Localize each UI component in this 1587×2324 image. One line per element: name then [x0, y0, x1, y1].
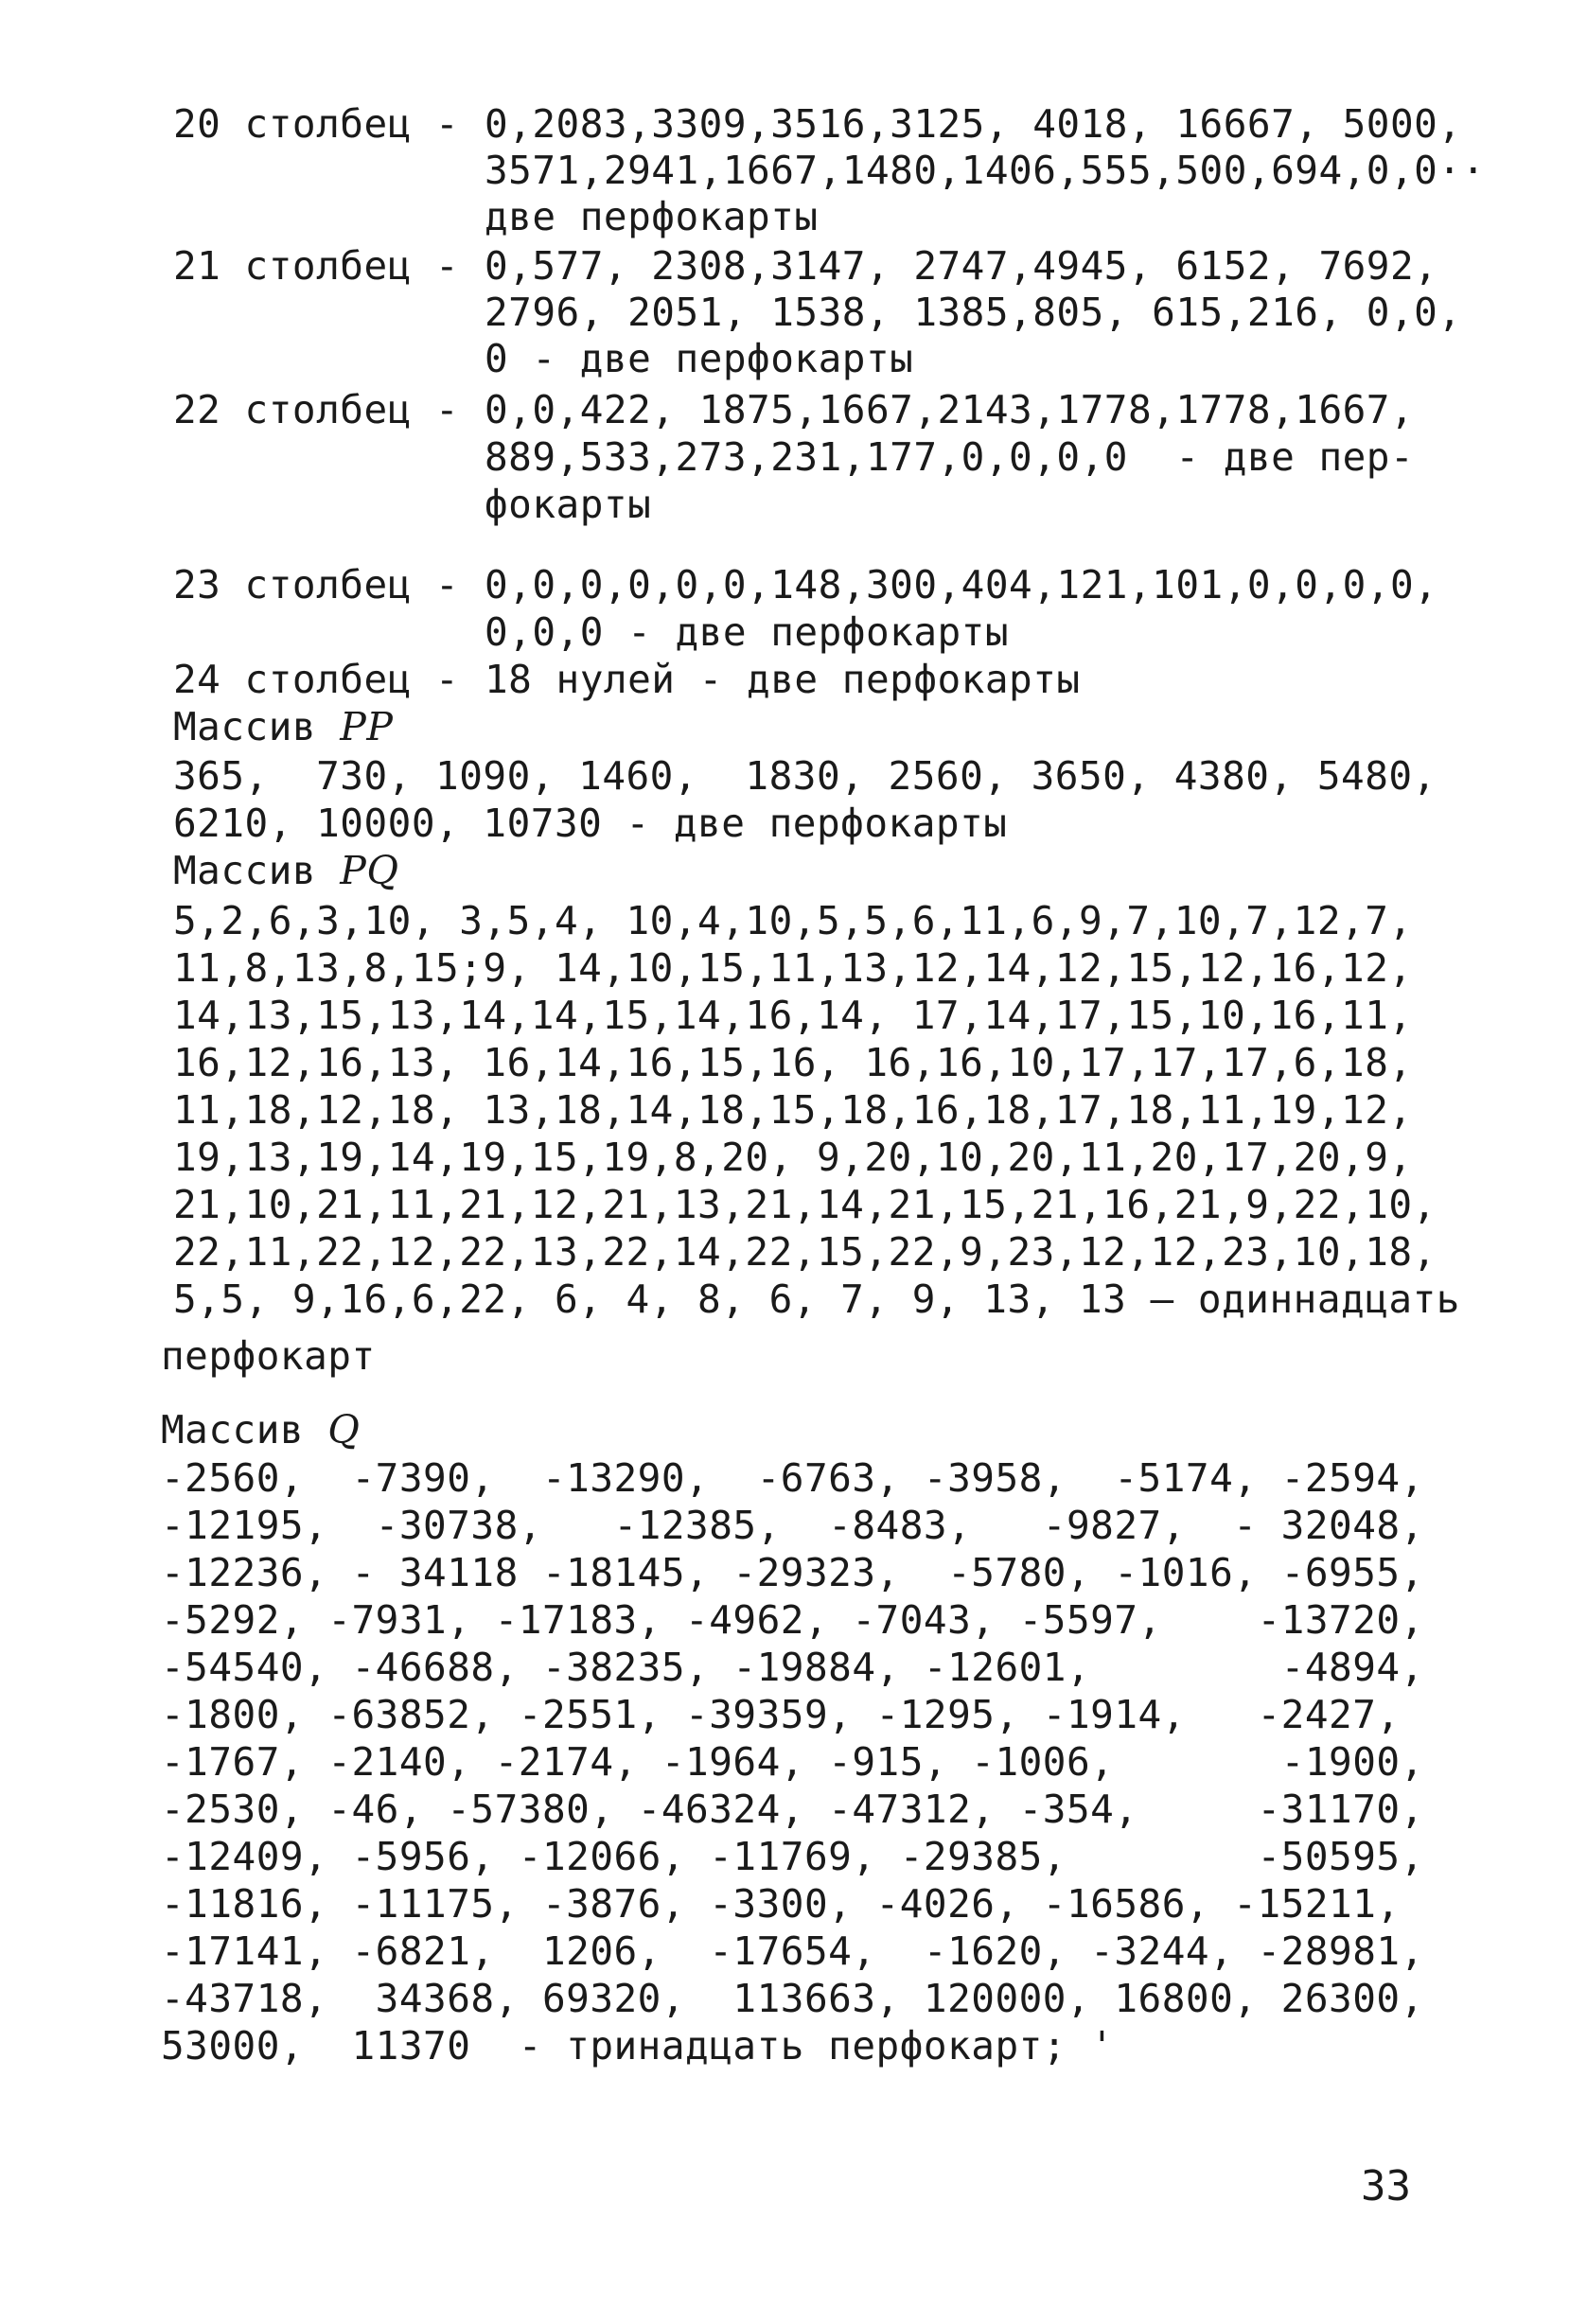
array-q-line-4: -5292, -7931, -17183, -4962, -7043, -5597, -13720,: [161, 1597, 1424, 1643]
array-pq-line-3: 14,13,15,13,14,14,15,14,16,14, 17,14,17,15,10,16,11,: [173, 993, 1413, 1038]
array-q-line-10: -11816, -11175, -3876, -3300, -4026, -16586, -15211,: [161, 1881, 1401, 1927]
column-22-line-1: 0,0,422, 1875,1667,2143,1778,1778,1667,: [485, 387, 1415, 432]
array-q-line-8: -2530, -46, -57380, -46324, -47312, -354, -31170,: [161, 1787, 1424, 1832]
array-pq-line-1: 5,2,6,3,10, 3,5,4, 10,4,10,5,5,6,11,6,9,7,10,7,12,7,: [173, 898, 1413, 943]
array-q-line-9: -12409, -5956, -12066, -11769, -29385, -50595,: [161, 1834, 1424, 1879]
array-pq-line-2: 11,8,13,8,15;9, 14,10,15,11,13,12,14,12,15,12,16,12,: [173, 945, 1413, 991]
array-pq-line-6: 19,13,19,14,19,15,19,8,20, 9,20,10,20,11,20,17,20,9,: [173, 1135, 1413, 1180]
array-pp-heading-word: Массив: [173, 704, 317, 749]
array-pq-line-4: 16,12,16,13, 16,14,16,15,16, 16,16,10,17,17,17,6,18,: [173, 1040, 1413, 1085]
column-23-line-1: 0,0,0,0,0,0,148,300,404,121,101,0,0,0,0,: [485, 562, 1438, 607]
array-q-heading: [161, 1408, 360, 1452]
array-q-line-2: -12195, -30738, -12385, -8483, -9827, - 32048,: [161, 1503, 1424, 1548]
array-pp-heading: [173, 705, 393, 748]
array-pq-line-9: 5,5, 9,16,6,22, 6, 4, 8, 6, 7, 9, 13, 13 — одиннадцать: [173, 1276, 1460, 1322]
column-21-line-1: 0,577, 2308,3147, 2747,4945, 6152, 7692,: [485, 243, 1438, 289]
column-21-line-2: 2796, 2051, 1538, 1385,805, 615,216, 0,0,: [485, 290, 1462, 335]
array-q-heading-word: Массив: [161, 1407, 305, 1452]
array-q-symbol: Q: [327, 1407, 361, 1452]
array-q-line-11: -17141, -6821, 1206, -17654, -1620, -3244, -28981,: [161, 1928, 1424, 1974]
column-21-line-3: 0 - две перфокарты: [485, 336, 914, 381]
column-22-line-2: 889,533,273,231,177,0,0,0,0 - две пер-: [485, 434, 1415, 480]
array-q-line-13: 53000, 11370 - тринадцать перфокарт; ': [161, 2023, 1115, 2069]
array-q-line-7: -1767, -2140, -2174, -1964, -915, -1006, -1900,: [161, 1739, 1424, 1785]
array-pq-line-10: перфокарт: [161, 1333, 376, 1379]
column-20-line-1: 0,2083,3309,3516,3125, 4018, 16667, 5000,: [485, 101, 1462, 147]
array-pp-line-1: 365, 730, 1090, 1460, 1830, 2560, 3650, 4380, 5480,: [173, 753, 1437, 799]
array-pq-line-5: 11,18,12,18, 13,18,14,18,15,18,16,18,17,18,11,19,12,: [173, 1087, 1413, 1133]
array-q-line-3: -12236, - 34118 -18145, -29323, -5780, -1016, -6955,: [161, 1550, 1424, 1595]
column-23-line-2: 0,0,0 - две перфокарты: [485, 609, 1010, 655]
array-q-line-1: -2560, -7390, -13290, -6763, -3958, -5174, -2594,: [161, 1455, 1424, 1501]
array-pp-line-2: 6210, 10000, 10730 - две перфокарты: [173, 801, 1008, 846]
array-pq-symbol: PQ: [340, 848, 399, 893]
column-22-line-3: фокарты: [485, 482, 652, 527]
column-24-label: 24 столбец -: [173, 657, 460, 702]
column-21-label: 21 столбец -: [173, 243, 460, 289]
column-22-label: 22 столбец -: [173, 387, 460, 432]
array-q-line-12: -43718, 34368, 69320, 113663, 120000, 16800, 26300,: [161, 1976, 1424, 2021]
array-pp-symbol: PP: [340, 704, 394, 749]
page-number: 33: [1361, 2162, 1411, 2210]
column-20-line-2: 3571,2941,1667,1480,1406,555,500,694,0,0··: [485, 148, 1486, 193]
array-q-line-6: -1800, -63852, -2551, -39359, -1295, -1914, -2427,: [161, 1692, 1401, 1737]
column-23-label: 23 столбец -: [173, 562, 460, 607]
column-24-line-1: 18 нулей - две перфокарты: [485, 657, 1081, 702]
array-pq-line-7: 21,10,21,11,21,12,21,13,21,14,21,15,21,16,21,9,22,10,: [173, 1182, 1437, 1227]
array-pq-heading: [173, 849, 399, 892]
array-q-line-5: -54540, -46688, -38235, -19884, -12601, -4894,: [161, 1645, 1424, 1690]
column-20-line-3: две перфокарты: [485, 194, 819, 239]
array-pq-line-8: 22,11,22,12,22,13,22,14,22,15,22,9,23,12,12,23,10,18,: [173, 1229, 1437, 1275]
array-pq-heading-word: Массив: [173, 848, 317, 893]
column-20-label: 20 столбец -: [173, 101, 460, 147]
